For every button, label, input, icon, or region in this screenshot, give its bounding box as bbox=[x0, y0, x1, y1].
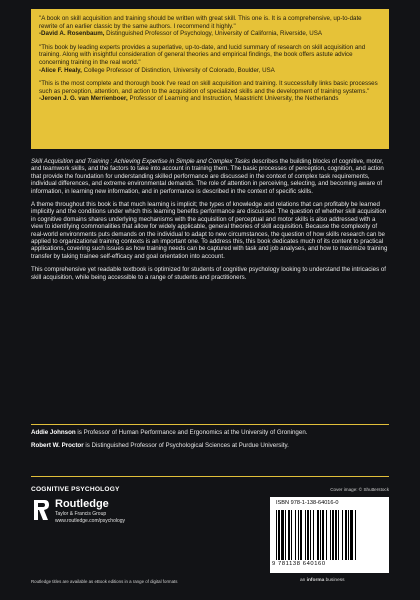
ebook-note: Routledge titles are available as eBook editions in a range of digital formats bbox=[31, 579, 178, 584]
description-paragraph-3: This comprehensive yet readable textbook is optimized for students of cognitive psychology looking to understand the intricacies of skill acquisition, while being accessible to a range of students and practitioners. bbox=[31, 266, 386, 281]
description-paragraph-1 bbox=[31, 158, 389, 195]
endorser-title: Professor of Learning and Instruction, Maastricht University, the Netherlands bbox=[127, 95, 339, 103]
publisher-group: Taylor & Francis Group bbox=[55, 511, 107, 517]
author-bio-2 bbox=[31, 442, 389, 450]
publisher-logo bbox=[31, 497, 161, 527]
routledge-logo-icon bbox=[31, 498, 51, 522]
endorsement-author bbox=[39, 30, 381, 38]
author-name: Robert W. Proctor bbox=[31, 441, 84, 449]
publisher-url[interactable]: www.routledge.com/psychology bbox=[55, 518, 126, 524]
endorsement-3 bbox=[39, 80, 381, 103]
author-bio: is Professor of Human Performance and Ergonomics at the University of Groningen. bbox=[75, 429, 308, 436]
isbn-label: ISBN 978-1-138-64016-0 bbox=[276, 500, 339, 506]
endorsement-1 bbox=[39, 15, 381, 38]
author-bio-1 bbox=[31, 429, 389, 437]
endorsement-panel bbox=[31, 9, 389, 149]
cover-credit: Cover image: © Shutterstock bbox=[330, 487, 389, 492]
subject-category: COGNITIVE PSYCHOLOGY bbox=[31, 486, 120, 493]
endorsement-author bbox=[39, 67, 381, 75]
endorsement-author bbox=[39, 95, 381, 103]
barcode-icon bbox=[276, 510, 382, 562]
informa-prefix: an bbox=[300, 578, 307, 583]
description-paragraph-2: A theme throughout this book is that much learning is implicit; the types of knowledge and relations that can profitably be learned implicitly and the conditions under which this learning benefits performance are discussed. The question of whether skill acquisition in cognitive domains shares underlying mechanisms with the acquisition of perceptual and motor skills is also addressed with a view to identifying commonalities that allow for widely applicable, general theories of skill acquisition. Because the complexity of real-world environments puts demands on the individual to adapt to new circumstances, the question of how skills research can be applied to organizational training contexts is an important one. To address this, this book dedicates much of its content to practical applications, covering such issues as how training needs can be captured with task and job analyses, and how to maximize training transfer by taking trainee self-efficacy and goal orientation into account. bbox=[31, 201, 388, 260]
author-bio: is Distinguished Professor of Psychological Sciences at Purdue University. bbox=[83, 441, 289, 449]
endorser-title: Distinguished Professor of Psychology, University of California, Riverside, USA bbox=[104, 30, 323, 38]
informa-brand: informa bbox=[306, 578, 325, 583]
endorser-name: -Jeroen J. G. van Merrienboer, bbox=[39, 95, 128, 103]
author-bios bbox=[31, 429, 389, 454]
book-title: Skill Acquisition and Training : Achieving Expertise in Simple and Complex Tasks bbox=[31, 158, 251, 165]
divider-top bbox=[31, 424, 389, 425]
endorsement-2 bbox=[39, 44, 381, 74]
endorsement-quote: "This book by leading experts provides a superlative, up-to-date, and lucid summary of research on skill acquisition and training. Along with insightful consideration of general theories and empirical findings, the book offers astute advice concerning training in the real world." bbox=[39, 43, 366, 66]
divider-bottom bbox=[31, 476, 389, 477]
endorsement-quote: "This is the most complete and thorough book I've read on skill acquisition and training. It successfully links basic processes such as perception, attention, and action to the acquisition of specialized skills and the development of training systems." bbox=[39, 80, 378, 95]
author-name: Addie Johnson bbox=[31, 429, 76, 436]
description-text: describes the building blocks of cognitive, motor, and teamwork skills, and the factors to take into account in training them. The basic processes of perception, cognition, and action that provide the foundation for understanding skilled performance are discussed in the context of complex task requirements, individual differences, and extreme environmental demands. The role of attention in perceiving, selecting, and becoming aware of information, in learning new information, and in performance is described in the context of specific skills. bbox=[31, 158, 384, 195]
informa-business-mark bbox=[300, 578, 345, 583]
book-description bbox=[31, 158, 389, 287]
publisher-name: Routledge bbox=[55, 498, 109, 510]
isbn-barcode bbox=[270, 497, 389, 573]
endorser-name: -David A. Rosenbaum, bbox=[39, 30, 105, 38]
informa-suffix: business bbox=[324, 578, 345, 583]
endorser-title: College Professor of Distinction, University of Colorado, Boulder, USA bbox=[81, 66, 275, 74]
endorser-name: -Alice F. Healy, bbox=[39, 66, 82, 74]
barcode-number: 9 781138 640160 bbox=[272, 561, 326, 567]
endorsement-quote: "A book on skill acquisition and training should be written with great skill. This one is. It is a comprehensive, up-to-date rewrite of an earlier classic by the same authors. I recommend it highly." bbox=[39, 15, 362, 30]
